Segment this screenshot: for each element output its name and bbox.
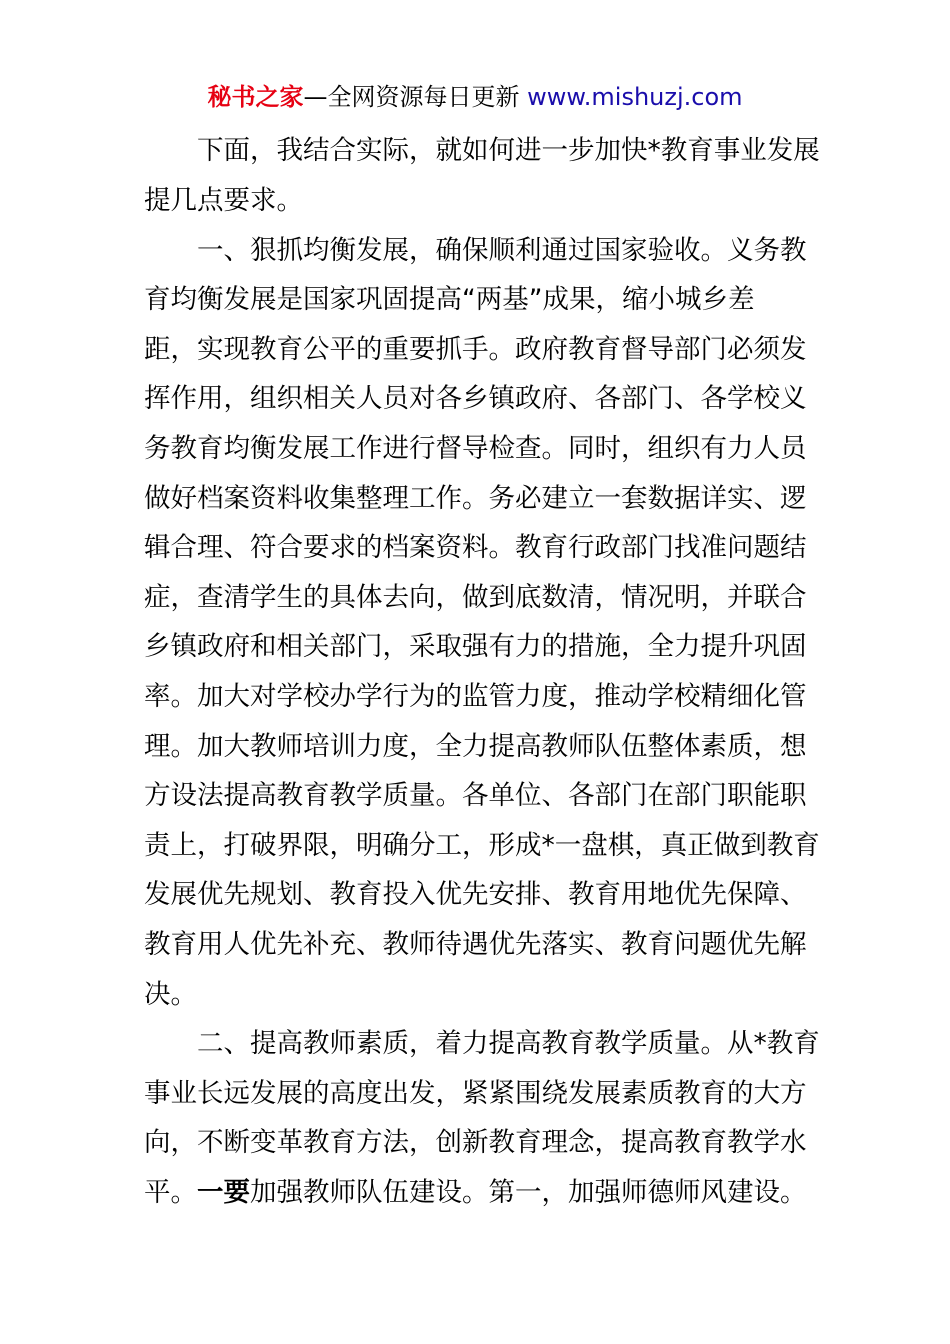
text-line-end: 加强教师队伍建设。第一，加强师德师风建设。 <box>250 1176 807 1208</box>
text-line: 距，实现教育公平的重要抓手。政府教育督导部门必须发 <box>144 333 807 365</box>
text-line: 发展优先规划、教育投入优先安排、教育用地优先保障、 <box>144 879 807 911</box>
brand-name: 秘书之家 <box>207 83 304 111</box>
text-line: 教育用人优先补充、教师待遇优先落实、教育问题优先解 <box>144 929 807 960</box>
emphasis-text: 一要 <box>197 1176 250 1208</box>
paragraph-section-2 <box>144 1019 824 1217</box>
paragraph-section-1 <box>144 226 824 1020</box>
text-line: 辑合理、符合要求的档案资料。教育行政部门找准问题结 <box>144 532 807 564</box>
text-line: 育均衡发展是国家巩固提高“两基”成果，缩小城乡差 <box>144 284 755 316</box>
document-body <box>144 126 824 1218</box>
text-line: 乡镇政府和相关部门，采取强有力的措施，全力提升巩固 <box>144 631 807 663</box>
header-tagline: —全网资源每日更新 <box>303 83 528 111</box>
text-line: 挥作用，组织相关人员对各乡镇政府、各部门、各学校义 <box>144 383 807 415</box>
text-line: 事业长远发展的高度出发，紧紧围绕发展素质教育的大方 <box>144 1077 807 1109</box>
text-line: 务教育均衡发展工作进行督导检查。同时，组织有力人员 <box>144 433 807 465</box>
text-line: 症，查清学生的具体去向，做到底数清，情况明，并联合 <box>144 581 807 613</box>
text-line: 率。加大对学校办学行为的监管力度，推动学校精细化管 <box>144 681 807 713</box>
text-line: 责上，打破界限，明确分工，形成*一盘棋，真正做到教育 <box>144 829 820 861</box>
text-line: 二、提高教师素质，着力提高教育教学质量。从*教育 <box>197 1028 820 1060</box>
text-line: 下面，我结合实际，就如何进一步加快*教育事业发展 <box>197 135 820 166</box>
text-line: 向，不断变革教育方法，创新教育理念，提高教育教学水 <box>144 1127 807 1159</box>
text-line: 决。 <box>144 978 197 1010</box>
site-header <box>0 82 950 112</box>
paragraph-intro <box>144 126 824 225</box>
text-line: 方设法提高教育教学质量。各单位、各部门在部门职能职 <box>144 780 807 812</box>
text-line-mixed <box>144 1168 824 1218</box>
text-line-start: 平。 <box>144 1176 197 1208</box>
text-line: 提几点要求。 <box>144 184 303 216</box>
site-url[interactable]: www.mishuzj.com <box>527 83 743 111</box>
text-line: 做好档案资料收集整理工作。务必建立一套数据详实、逻 <box>144 482 807 514</box>
text-line: 一、狠抓均衡发展，确保顺利通过国家验收。义务教 <box>197 234 807 266</box>
text-line: 理。加大教师培训力度，全力提高教师队伍整体素质，想 <box>144 730 807 762</box>
